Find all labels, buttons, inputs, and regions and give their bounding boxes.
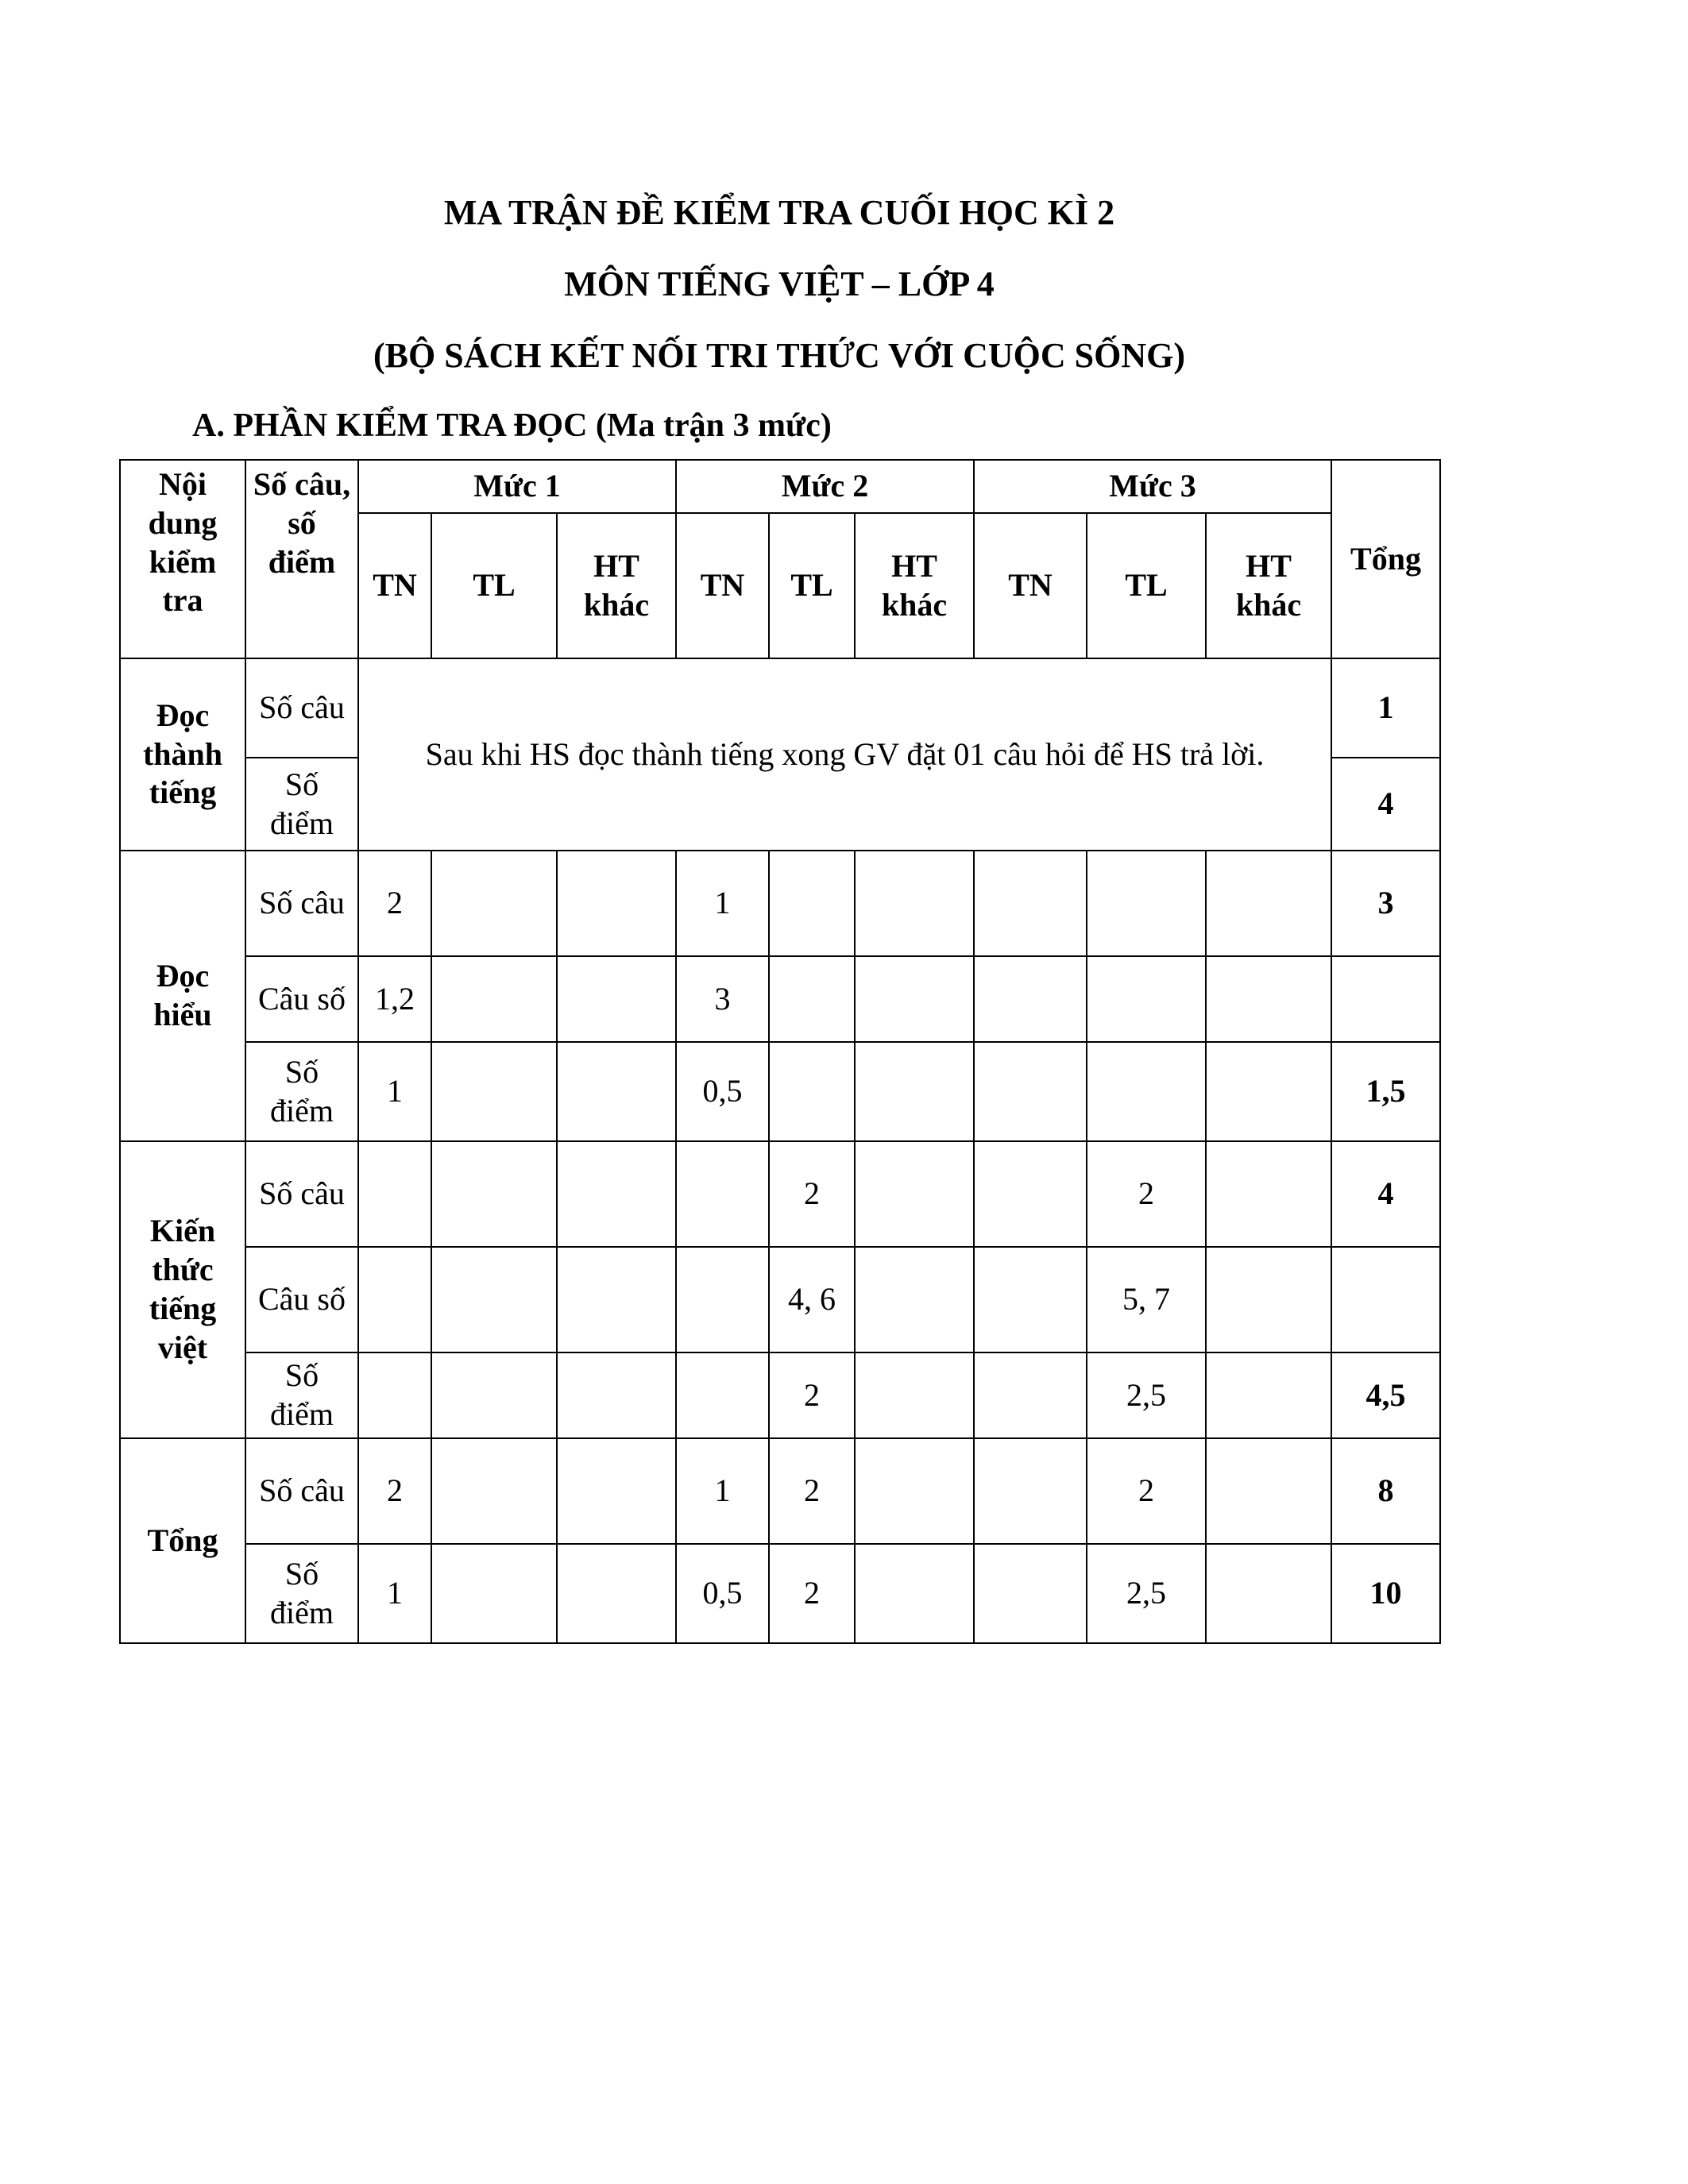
total-cell (1331, 956, 1440, 1042)
cell-m1-tn (358, 1247, 431, 1352)
group-label-kien-thuc-tieng-viet: Kiến thức tiếng việt (120, 1141, 245, 1438)
cell-m3-ht (1206, 1438, 1331, 1544)
header-tn-m2: TN (676, 513, 769, 658)
cell-m2-tl: 2 (769, 1352, 855, 1438)
cell-m1-ht (557, 1247, 676, 1352)
header-htkhac-m3: HT khác (1206, 513, 1331, 658)
cell-m2-tn (676, 1141, 769, 1247)
total-cell: 4 (1331, 1141, 1440, 1247)
total-cell: 8 (1331, 1438, 1440, 1544)
cell-m2-ht (855, 851, 974, 956)
cell-m1-tl (431, 1042, 557, 1141)
cell-m1-tn (358, 1352, 431, 1438)
metric-label: Số điểm (245, 1352, 358, 1438)
cell-m1-tl (431, 851, 557, 956)
cell-m1-ht (557, 1544, 676, 1643)
cell-m2-tn: 1 (676, 1438, 769, 1544)
cell-m1-tl (431, 1544, 557, 1643)
cell-m2-tn (676, 1247, 769, 1352)
cell-m2-tl: 2 (769, 1438, 855, 1544)
cell-m2-ht (855, 1438, 974, 1544)
cell-m2-tn: 0,5 (676, 1544, 769, 1643)
cell-m3-tn (974, 956, 1087, 1042)
doc-title-line-3: (BỘ SÁCH KẾT NỐI TRI THỨC VỚI CUỘC SỐNG) (373, 336, 1185, 375)
cell-m2-tn (676, 1352, 769, 1438)
metric-label: Số điểm (245, 1544, 358, 1643)
cell-m2-tn: 0,5 (676, 1042, 769, 1141)
cell-m3-tn (974, 1141, 1087, 1247)
cell-m2-ht (855, 1042, 974, 1141)
document-content (119, 191, 1439, 1644)
header-muc1: Mức 1 (358, 460, 676, 513)
cell-m3-tl (1087, 851, 1206, 956)
cell-m2-ht (855, 956, 974, 1042)
cell-m3-ht (1206, 1352, 1331, 1438)
cell-m1-ht (557, 1042, 676, 1141)
cell-m2-ht (855, 1141, 974, 1247)
total-cell: 4,5 (1331, 1352, 1440, 1438)
total-cell: 1,5 (1331, 1042, 1440, 1141)
cell-m2-ht (855, 1247, 974, 1352)
metric-label: Số câu (245, 658, 358, 758)
doc-title-line-1: MA TRẬN ĐỀ KIỂM TRA CUỐI HỌC KÌ 2 (443, 193, 1115, 232)
header-htkhac-m2: HT khác (855, 513, 974, 658)
cell-m3-ht (1206, 851, 1331, 956)
cell-m2-tn: 3 (676, 956, 769, 1042)
metric-label: Câu số (245, 956, 358, 1042)
cell-m3-ht (1206, 1544, 1331, 1643)
cell-m1-tl (431, 956, 557, 1042)
cell-m1-tl (431, 1247, 557, 1352)
header-htkhac-m1: HT khác (557, 513, 676, 658)
cell-m3-tn (974, 1352, 1087, 1438)
section-heading: A. PHẦN KIỂM TRA ĐỌC (Ma trận 3 mức) (192, 407, 832, 444)
cell-m1-tn: 2 (358, 851, 431, 956)
header-socau-sodiem: Số câu, số điểm (245, 460, 358, 658)
cell-m3-tl: 2,5 (1087, 1352, 1206, 1438)
cell-m3-tl: 2 (1087, 1141, 1206, 1247)
cell-m1-ht (557, 1438, 676, 1544)
cell-m1-ht (557, 1141, 676, 1247)
cell-m3-ht (1206, 1247, 1331, 1352)
cell-m1-tl (431, 1438, 557, 1544)
cell-m1-ht (557, 1352, 676, 1438)
doc-title-line-2: MÔN TIẾNG VIỆT – LỚP 4 (564, 264, 995, 303)
cell-m2-tl (769, 851, 855, 956)
total-cell: 10 (1331, 1544, 1440, 1643)
total-cell: 1 (1331, 658, 1440, 758)
exam-matrix-table (119, 459, 1441, 1644)
total-cell: 4 (1331, 758, 1440, 851)
cell-m3-tl: 2 (1087, 1438, 1206, 1544)
total-cell: 3 (1331, 851, 1440, 956)
cell-m1-tn: 1 (358, 1042, 431, 1141)
cell-m1-tl (431, 1141, 557, 1247)
header-tn-m1: TN (358, 513, 431, 658)
cell-m3-ht (1206, 1042, 1331, 1141)
cell-m2-tl: 4, 6 (769, 1247, 855, 1352)
cell-m3-tn (974, 851, 1087, 956)
group-label-doc-hieu: Đọc hiểu (120, 851, 245, 1141)
metric-label: Số câu (245, 851, 358, 956)
header-noidung: Nội dung kiểm tra (120, 460, 245, 658)
header-muc2: Mức 2 (676, 460, 974, 513)
cell-m1-tn (358, 1141, 431, 1247)
group-label-doc-thanh-tieng: Đọc thành tiếng (120, 658, 245, 851)
cell-m3-tl (1087, 1042, 1206, 1141)
header-muc3: Mức 3 (974, 460, 1331, 513)
cell-m1-tn: 2 (358, 1438, 431, 1544)
cell-m1-ht (557, 851, 676, 956)
cell-m1-tl (431, 1352, 557, 1438)
group-label-tong: Tổng (120, 1438, 245, 1643)
metric-label: Số câu (245, 1141, 358, 1247)
cell-m2-tl: 2 (769, 1544, 855, 1643)
cell-m3-ht (1206, 1141, 1331, 1247)
header-tl-m2: TL (769, 513, 855, 658)
header-tl-m1: TL (431, 513, 557, 658)
cell-m3-tn (974, 1544, 1087, 1643)
metric-label: Số điểm (245, 758, 358, 851)
cell-m2-tl (769, 956, 855, 1042)
cell-m3-ht (1206, 956, 1331, 1042)
cell-m3-tn (974, 1247, 1087, 1352)
cell-m3-tl: 5, 7 (1087, 1247, 1206, 1352)
cell-m3-tn (974, 1042, 1087, 1141)
cell-m3-tn (974, 1438, 1087, 1544)
header-tong: Tổng (1331, 460, 1440, 658)
cell-m1-tn: 1 (358, 1544, 431, 1643)
cell-m2-tn: 1 (676, 851, 769, 956)
total-cell (1331, 1247, 1440, 1352)
cell-m2-ht (855, 1544, 974, 1643)
cell-m1-tn: 1,2 (358, 956, 431, 1042)
metric-label: Số câu (245, 1438, 358, 1544)
reading-note-cell: Sau khi HS đọc thành tiếng xong GV đặt 01 câu hỏi để HS trả lời. (358, 658, 1331, 851)
header-tl-m3: TL (1087, 513, 1206, 658)
metric-label: Số điểm (245, 1042, 358, 1141)
header-tn-m3: TN (974, 513, 1087, 658)
cell-m2-ht (855, 1352, 974, 1438)
cell-m1-ht (557, 956, 676, 1042)
metric-label: Câu số (245, 1247, 358, 1352)
cell-m3-tl: 2,5 (1087, 1544, 1206, 1643)
cell-m3-tl (1087, 956, 1206, 1042)
cell-m2-tl: 2 (769, 1141, 855, 1247)
cell-m2-tl (769, 1042, 855, 1141)
